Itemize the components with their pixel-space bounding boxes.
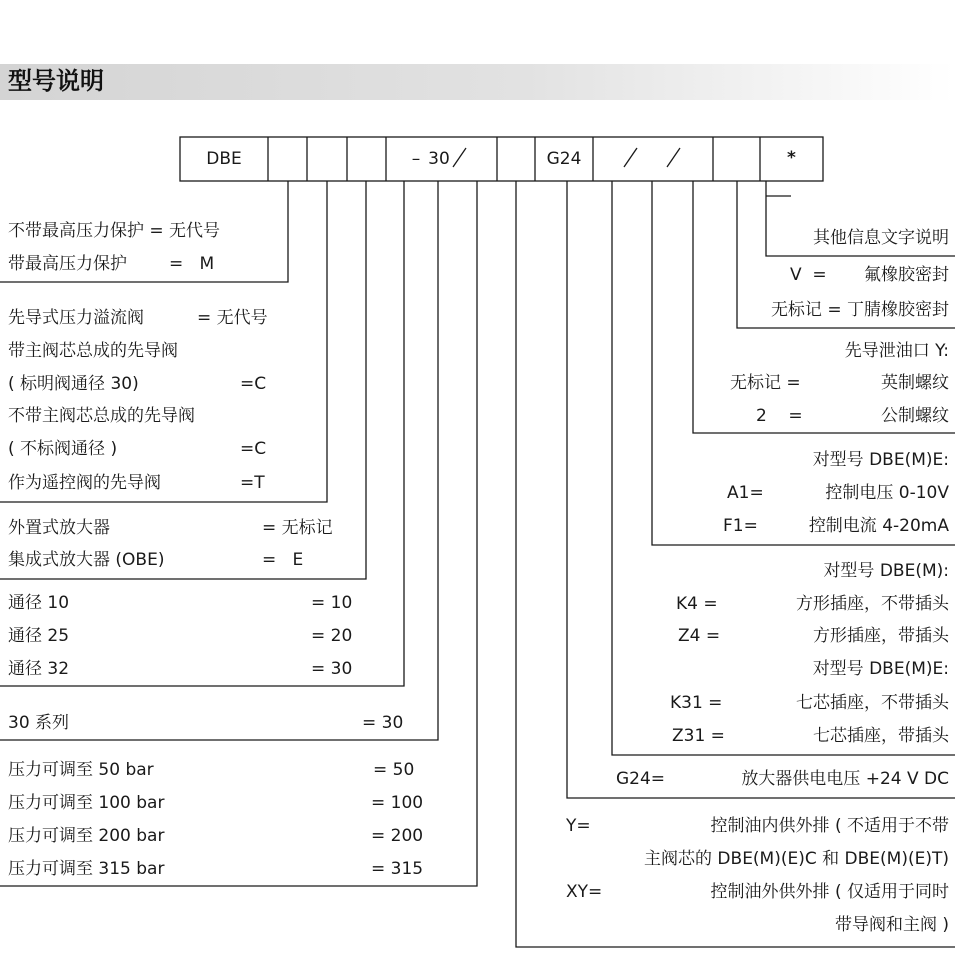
code-box-outline [180,137,823,181]
val-xy: 控制油外供外排 ( 仅适用于同时 [710,882,949,902]
slash-mark [624,148,637,167]
label-remote: 作为遥控阀的先导阀 [8,473,161,493]
val-xy-2: 带导阀和主阀 ) [834,915,949,935]
key-g24: G24= [616,769,666,789]
val-seal-v: 氟橡胶密封 [864,265,949,285]
label-size-25: 通径 25 [8,626,70,646]
val-g24: 放大器供电电压 +24 V DC [741,769,949,789]
label-size-10: 通径 10 [8,593,70,613]
val-y-2: 主阀芯的 DBE(M)(E)C 和 DBE(M)(E)T) [644,849,949,869]
eq-remote: =T [240,473,265,493]
key-drain-2: 2 = [756,406,803,426]
label-seal-none: 无标记 = 丁腈橡胶密封 [770,300,949,320]
val-drain-none: 英制螺纹 [881,373,949,393]
eq-pilot-relief: = 无代号 [197,308,268,328]
title-dbe-me-2: 对型号 DBE(M)E: [812,659,949,679]
code-series: 30 [428,149,450,169]
label-pilot-relief: 先导式压力溢流阀 [8,308,144,328]
label-p50: 压力可调至 50 bar [8,760,154,780]
label-with-main-size: ( 标明阀通径 30) [8,374,139,394]
label-no-max-protect: 不带最高压力保护 = 无代号 [8,221,221,241]
eq-series: = 30 [362,713,404,733]
eq-p200: = 200 [371,826,424,846]
eq-max-protect: = M [169,254,215,274]
eq-p50: = 50 [373,760,415,780]
title-dbe-me: 对型号 DBE(M)E: [812,450,949,470]
eq-size-32: = 30 [311,659,353,679]
val-a1: 控制电压 0-10V [825,483,949,503]
label-p315: 压力可调至 315 bar [8,859,165,879]
key-f1: F1= [723,516,758,536]
val-z4: 方形插座，带插头 [813,626,949,646]
eq-without-main-size: =C [240,439,267,459]
label-p200: 压力可调至 200 bar [8,826,165,846]
val-k31: 七芯插座，不带插头 [796,693,949,713]
val-k4: 方形插座，不带插头 [796,594,949,614]
key-xy: XY= [566,882,603,902]
code-series-dash: – [411,149,421,169]
code-g24: G24 [546,149,582,169]
eq-int-amp: = E [262,550,304,570]
page-title: 型号说明 [8,67,104,95]
eq-p100: = 100 [371,793,424,813]
label-max-protect: 带最高压力保护 [8,254,127,274]
eq-ext-amp: = 无标记 [262,518,333,538]
val-z31: 七芯插座，带插头 [813,726,949,746]
key-k4: K4 = [676,594,718,614]
val-drain-2: 公制螺纹 [881,406,949,426]
key-a1: A1= [727,483,764,503]
key-seal-v: V = [790,265,827,285]
code-dbe: DBE [206,149,242,169]
slash-mark [667,148,680,167]
title-dbe-m: 对型号 DBE(M): [823,561,949,581]
label-p100: 压力可调至 100 bar [8,793,165,813]
key-z31: Z31 = [672,726,725,746]
label-without-main: 不带主阀芯总成的先导阀 [8,406,195,426]
key-drain-none: 无标记 = [730,373,801,393]
eq-p315: = 315 [371,859,424,879]
eq-size-25: = 20 [311,626,353,646]
key-y: Y= [566,816,591,836]
label-other-info: 其他信息文字说明 [813,228,949,248]
label-without-main-size: ( 不标阀通径 ) [8,439,118,459]
key-z4: Z4 = [678,626,721,646]
label-int-amp: 集成式放大器 (OBE) [8,550,165,570]
eq-size-10: = 10 [311,593,353,613]
eq-with-main-size: =C [240,374,267,394]
key-k31: K31 = [670,693,723,713]
slash-mark [453,148,466,167]
label-size-32: 通径 32 [8,659,70,679]
label-series: 30 系列 [8,713,70,733]
val-y: 控制油内供外排 ( 不适用于不带 [710,816,949,836]
label-ext-amp: 外置式放大器 [8,518,110,538]
label-with-main: 带主阀芯总成的先导阀 [8,341,178,361]
val-f1: 控制电流 4-20mA [808,516,949,536]
code-star: * [787,148,796,168]
title-drain: 先导泄油口 Y: [844,341,949,361]
